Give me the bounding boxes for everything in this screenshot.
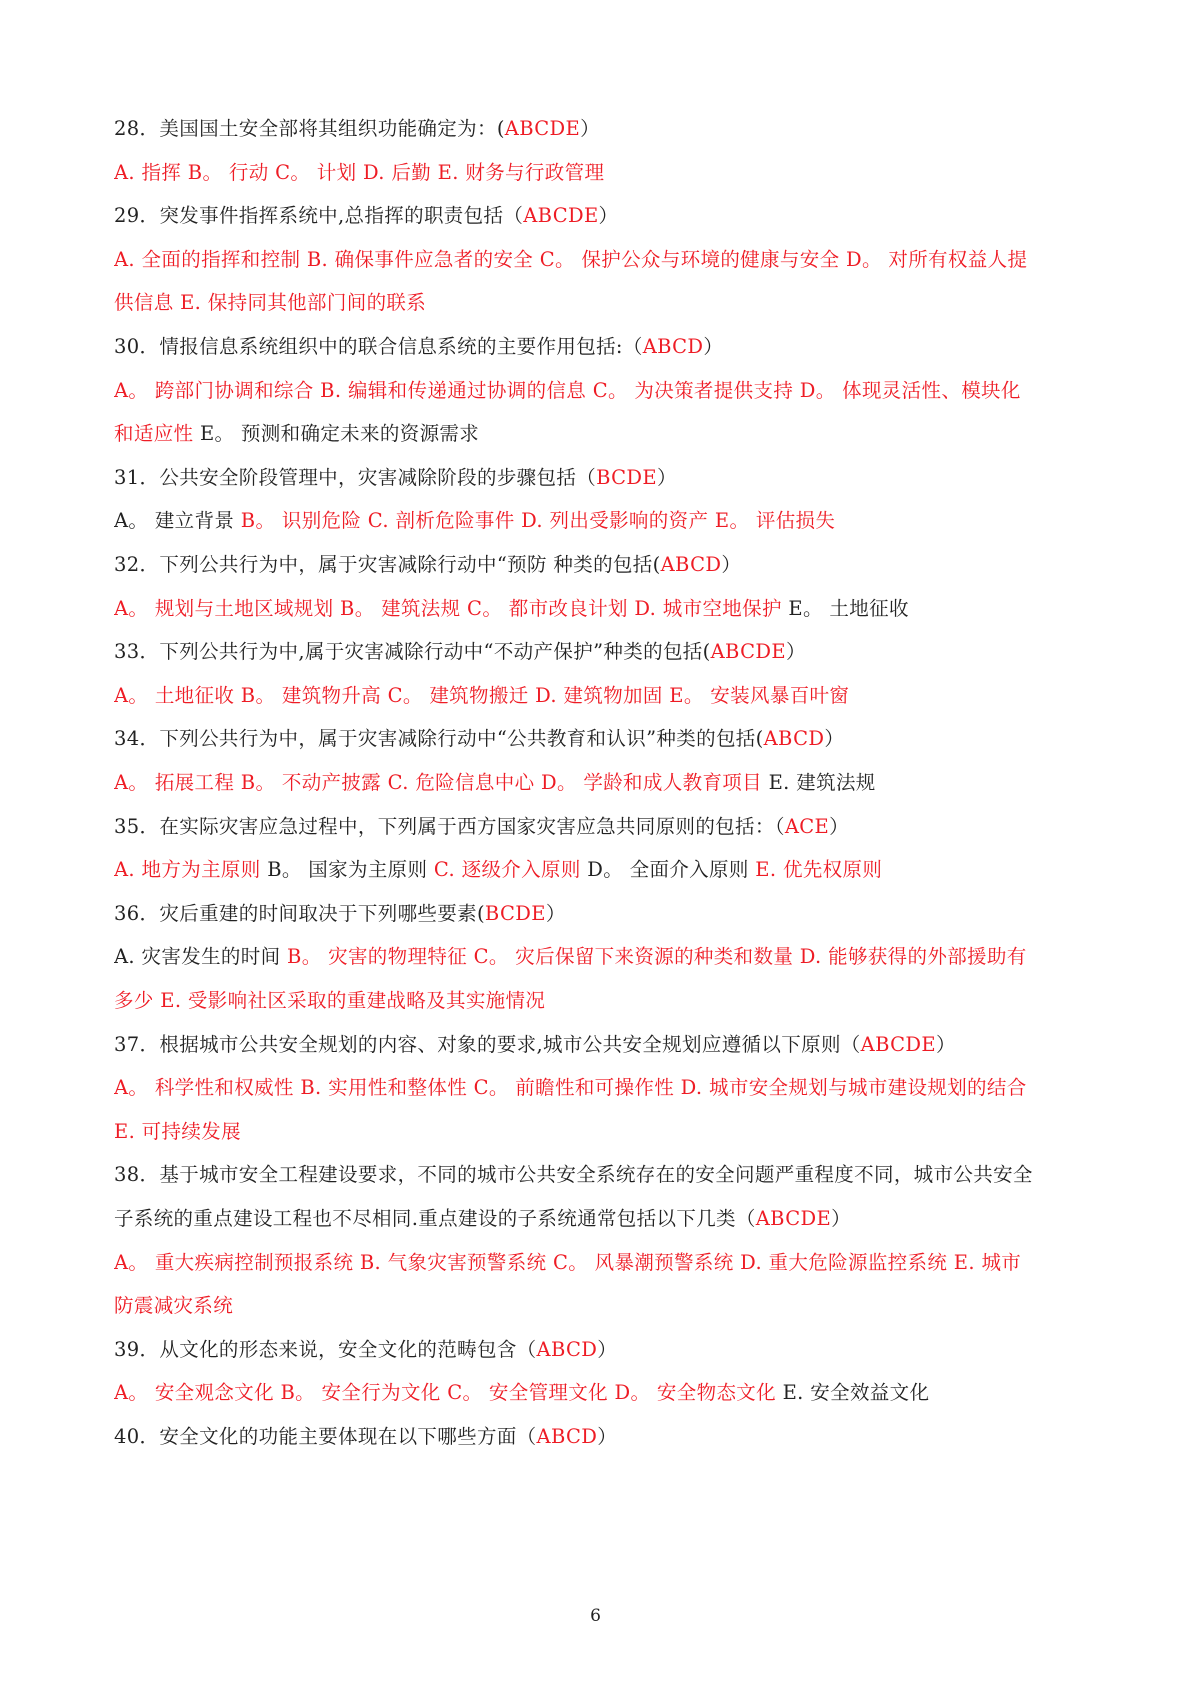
answer-key: BCDE [484,901,546,925]
answer-line [114,374,1076,408]
question-end: ） [545,901,566,925]
correct-option-text: A. 地方为主原则 [114,858,268,882]
answer-line [114,766,1076,800]
option-text: D。 全面介入原则 [587,858,756,882]
correct-option-text: 防震减灾系统 [114,1294,234,1318]
correct-option-text: B。 灾害的物理特征 C。 灾后保留下来资源的种类和数量 D. 能够获得的外部援助有 [287,945,1027,969]
question-line [114,810,1076,844]
answer-line [114,853,1076,887]
question-line [114,199,1076,233]
answer-line [114,1289,1076,1323]
answer-key: ABCDE [710,640,786,664]
correct-option-text: 和适应性 [114,422,200,446]
question-text: 38．基于城市安全工程建设要求，不同的城市公共安全系统存在的安全问题严重程度不同，城市公共安全 [114,1163,1033,1187]
correct-option-text: E. 优先权原则 [755,858,883,882]
question-line [114,1333,1076,1367]
correct-option-text: A。 安全观念文化 B。 安全行为文化 C。 安全管理文化 D。 安全物态文化 [114,1381,783,1405]
correct-option-text: 供信息 E. 保持同其他部门间的联系 [114,291,427,315]
option-text: A。 建立背景 [114,509,241,533]
question-line [114,635,1076,669]
question-line [114,112,1076,146]
correct-option-text: E. 可持续发展 [114,1119,241,1143]
answer-line [114,1115,1076,1149]
question-line [114,897,1076,931]
correct-option-text: B。 识别危险 C. 剖析危险事件 D. 列出受影响的资产 E。 评估损失 [240,509,836,533]
correct-option-text: A。 科学性和权威性 B. 实用性和整体性 C。 前瞻性和可操作性 D. 城市安全规划与城市建设规划的结合 [114,1076,1027,1100]
answer-key: ABCDE [504,117,581,140]
question-text: 36．灾后重建的时间取决于下列哪些要素( [114,901,485,925]
correct-option-text: 多少 E. 受影响社区采取的重建战略及其实施情况 [114,989,546,1012]
question-text: 33．下列公共行为中,属于灾害减除行动中“不动产保护”种类的包括( [114,640,711,664]
question-line [114,1158,1076,1192]
question-end: ） [831,1207,851,1230]
answer-key: ABCD [536,1425,598,1448]
answer-line [114,243,1076,277]
question-line [114,722,1076,756]
question-line [114,461,1076,495]
question-end: ） [824,727,845,751]
correct-option-text: A。 土地征收 B。 建筑物升高 C。 建筑物搬迁 D. 建筑物加固 E。 安装风暴百叶窗 [114,683,850,707]
correct-option-text: A。 跨部门协调和综合 B. 编辑和传递通过协调的信息 C。 为决策者提供支持 D。 体现灵活性、模块化 [114,378,1021,402]
correct-option-text: A。 拓展工程 B。 不动产披露 C. 危险信息中心 D。 学龄和成人教育项目 [114,771,769,794]
answer-key: ABCD [642,335,704,358]
question-end: ） [785,640,806,664]
question-end: ） [580,117,600,140]
answer-key: ABCD [763,727,825,751]
answer-line [114,286,1076,320]
correct-option-text: A。 规划与土地区域规划 B。 建筑法规 C。 都市改良计划 D. 城市空地保护 [114,596,789,620]
answer-key: ABCD [536,1337,598,1361]
option-text: E. 安全效益文化 [782,1381,930,1405]
question-text: 31．公共安全阶段管理中，灾害减除阶段的步骤包括（ [114,465,597,489]
answer-key: ABCD [660,553,722,576]
answer-key: ABCDE [860,1032,936,1056]
question-text: 28．美国国土安全部将其组织功能确定为：( [114,117,505,140]
option-text: E。 土地征收 [788,596,909,620]
answer-line [114,417,1076,451]
answer-line [114,984,1076,1018]
option-text: A. 灾害发生的时间 [114,945,288,969]
answer-line [114,1246,1076,1280]
question-end: ） [597,1425,618,1448]
option-text: B。 国家为主原则 [267,858,434,882]
question-end: ） [703,335,724,358]
question-end: ） [656,465,677,489]
correct-option-text: A. 指挥 B。 行动 C。 计划 D. 后勤 E. 财务与行政管理 [114,160,605,184]
correct-option-text: C. 逐级介入原则 [433,858,588,882]
answer-key: BCDE [596,465,657,489]
question-end: ） [598,204,619,228]
question-text: 37．根据城市公共安全规划的内容、对象的要求,城市公共安全规划应遵循以下原则（ [114,1032,861,1056]
answer-line [114,592,1076,626]
question-text: 30．情报信息系统组织中的联合信息系统的主要作用包括:（ [114,335,643,358]
answer-key: ACE [784,814,830,838]
answer-line [114,156,1076,190]
question-end: ） [936,1032,956,1056]
option-text: E。 预测和确定未来的资源需求 [199,422,480,446]
question-line [114,1202,1076,1236]
question-line [114,330,1076,364]
page-number: 6 [590,1606,601,1626]
question-end: ） [829,814,849,838]
question-text: 子系统的重点建设工程也不尽相同.重点建设的子系统通常包括以下几类（ [114,1207,756,1230]
question-end: ） [721,553,742,576]
question-line [114,548,1076,582]
answer-line [114,1376,1076,1410]
correct-option-text: A. 全面的指挥和控制 B. 确保事件应急者的安全 C。 保护公众与环境的健康与安全 D。 对所有权益人提 [114,247,1028,271]
answer-key: ABCDE [523,204,599,228]
question-text: 40．安全文化的功能主要体现在以下哪些方面（ [114,1425,537,1448]
question-text: 39．从文化的形态来说，安全文化的范畴包含（ [114,1337,537,1361]
question-text: 29．突发事件指挥系统中,总指挥的职责包括（ [114,204,524,228]
question-end: ） [597,1337,618,1361]
question-line [114,1028,1076,1062]
option-text: E. 建筑法规 [768,771,876,794]
answer-line [114,1071,1076,1105]
question-text: 34．下列公共行为中，属于灾害减除行动中“公共教育和认识”种类的包括( [114,727,764,751]
question-line [114,1420,1076,1454]
question-text: 32．下列公共行为中，属于灾害减除行动中“预防 种类的包括( [114,553,661,576]
answer-line [114,940,1076,974]
answer-line [114,504,1076,538]
answer-line [114,679,1076,713]
answer-key: ABCDE [755,1207,832,1230]
correct-option-text: A。 重大疾病控制预报系统 B. 气象灾害预警系统 C。 风暴潮预警系统 D. 重大危险源监控系统 E. 城市 [114,1250,1022,1274]
question-text: 35．在实际灾害应急过程中，下列属于西方国家灾害应急共同原则的包括：（ [114,814,785,838]
